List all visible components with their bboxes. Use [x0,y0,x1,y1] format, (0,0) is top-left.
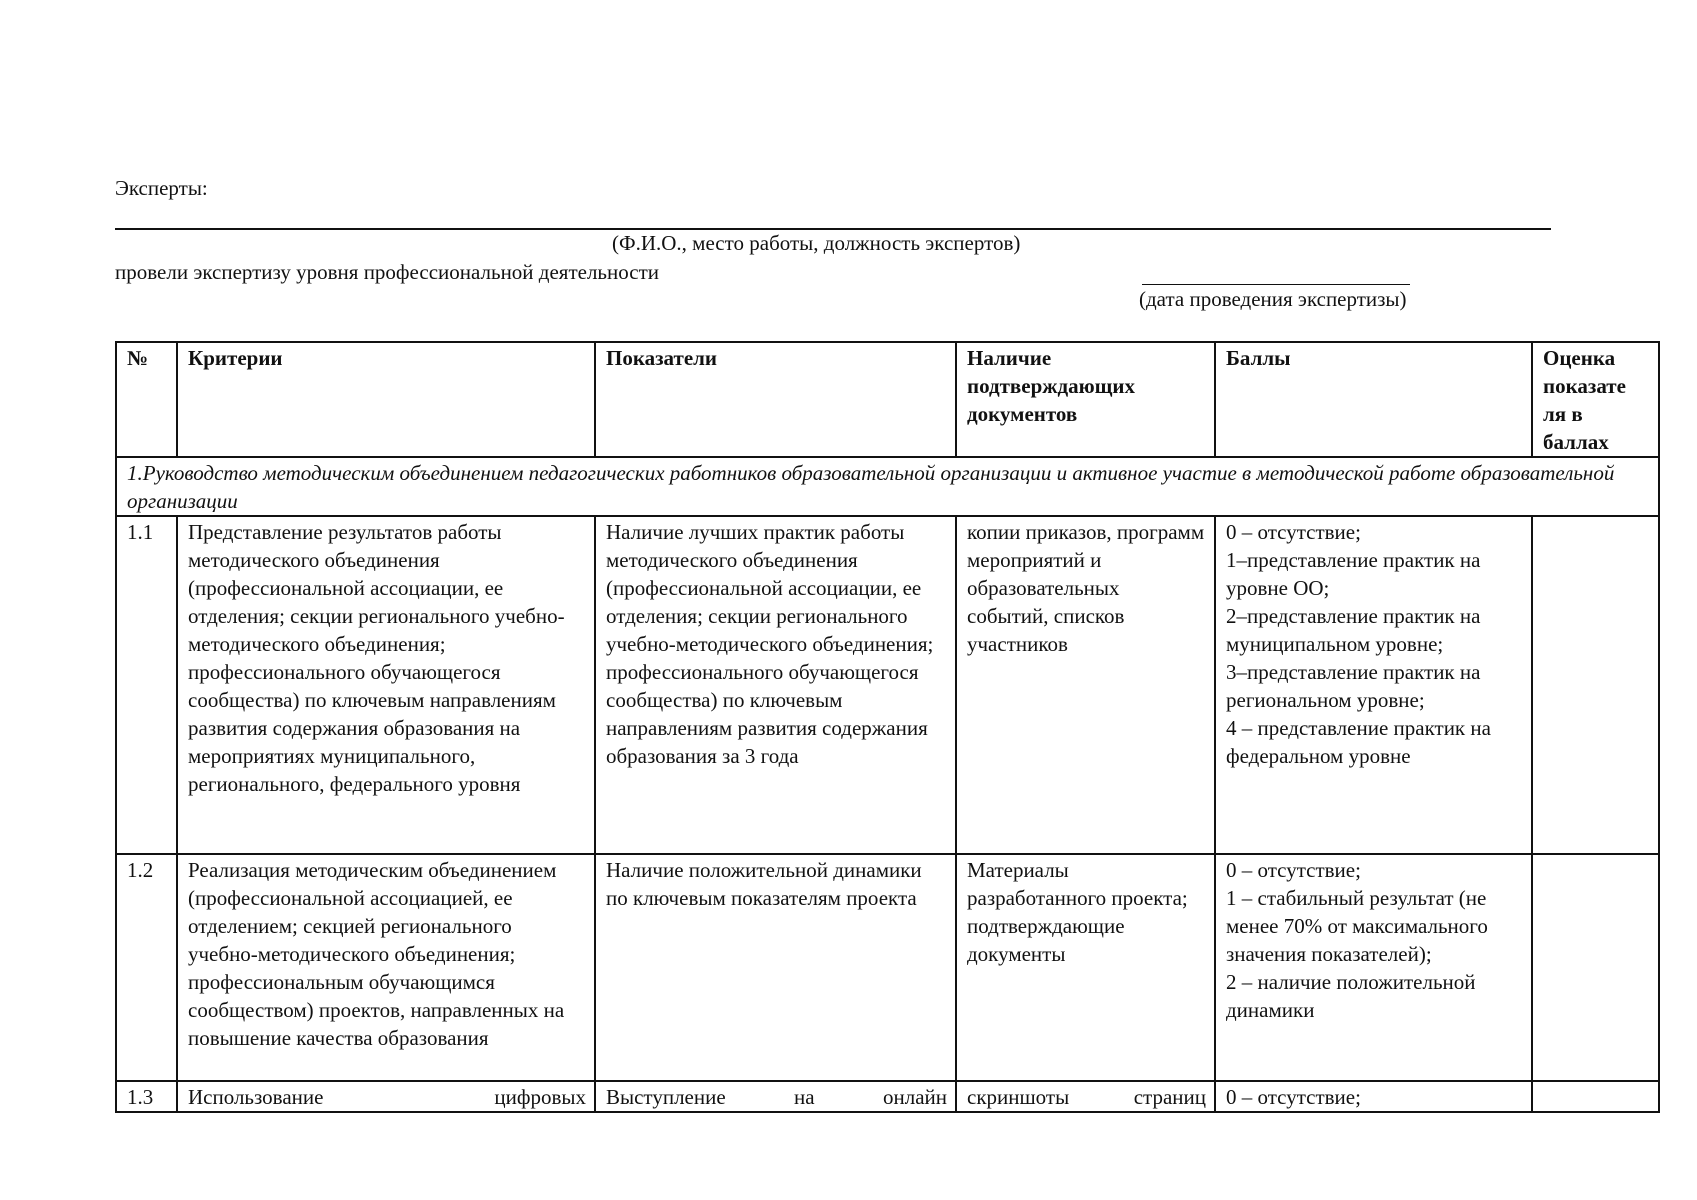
row-indicator: Выступление на онлайн [595,1081,956,1112]
expertise-text: провели экспертизу уровня профессиональной деятельности [115,260,660,284]
experts-label: Эксперты: [115,176,208,200]
points-line: 3–представление практик на региональном уровне; [1226,660,1481,712]
points-line: 0 – отсутствие; [1226,520,1361,544]
row-indicator: Наличие положительной динамики по ключевым показателям проекта [595,854,956,1081]
row-score[interactable] [1532,1081,1659,1112]
row-score[interactable] [1532,854,1659,1081]
row-documents: копии приказов, программ мероприятий и образовательных событий, списков участников [956,516,1215,854]
row-number: 1.2 [116,854,177,1081]
row-documents: скриншоты страниц [956,1081,1215,1112]
points-line: 2–представление практик на муниципальном уровне; [1226,604,1481,656]
column-header-criteria: Критерии [177,342,595,457]
row-documents: Материалы разработанного проекта; подтверждающие документы [956,854,1215,1081]
column-header-score: Оценка показате ля в баллах [1532,342,1659,457]
row-indicator: Наличие лучших практик работы методического объединения (профессиональной ассоциации, ее отделения; секции регионального учебно-методического объединения; профессионального обучающегося сообщества) по ключевым направлениям развития содержания образования за 3 года [595,516,956,854]
row-criterion: Использование цифровых [177,1081,595,1112]
row-score[interactable] [1532,516,1659,854]
table-row [116,1081,1659,1112]
row-number: 1.1 [116,516,177,854]
signature-line [115,228,1551,230]
date-caption: (дата проведения экспертизы) [1139,287,1407,311]
points-line: 0 – отсутствие; [1226,858,1361,882]
date-line [1142,284,1410,285]
column-header-points: Баллы [1215,342,1532,457]
row-number: 1.3 [116,1081,177,1112]
column-header-indicators: Показатели [595,342,956,457]
row-criterion: Реализация методическим объединением (профессиональной ассоциацией, ее отделением; секцией регионального учебно-методического объединения; профессиональным обучающимся сообществом) проектов, направленных на повышение качества образования [177,854,595,1081]
table-row [116,516,1659,854]
points-line: 1 – стабильный результат (не менее 70% от максимального значения показателей); [1226,886,1488,966]
points-line: 2 – наличие положительной динамики [1226,970,1476,1022]
row-criterion: Представление результатов работы методического объединения (профессиональной ассоциации, ее отделения; секции регионального учебно-методического объединения; профессионального обучающегося сообщества) по ключевым направлениям развития содержания образования на мероприятиях муниципального, регионального, федерального уровня [177,516,595,854]
table-header-row [116,342,1659,457]
section-row [116,457,1659,516]
points-line: 0 – отсутствие; [1226,1085,1361,1109]
column-header-documents: Наличие подтверждающих документов [956,342,1215,457]
row-points [1215,1081,1532,1112]
row-points [1215,854,1532,1081]
table-row [116,854,1659,1081]
row-points [1215,516,1532,854]
column-header-number: № [116,342,177,457]
section-title: 1.Руководство методическим объединением педагогических работников образовательной организации и активное участие в методической работе образовательной организации [116,457,1659,516]
criteria-table [115,341,1660,1113]
points-line: 1–представление практик на уровне ОО; [1226,548,1481,600]
points-line: 4 – представление практик на федеральном уровне [1226,716,1491,768]
signature-caption: (Ф.И.О., место работы, должность экспертов) [612,231,1021,255]
